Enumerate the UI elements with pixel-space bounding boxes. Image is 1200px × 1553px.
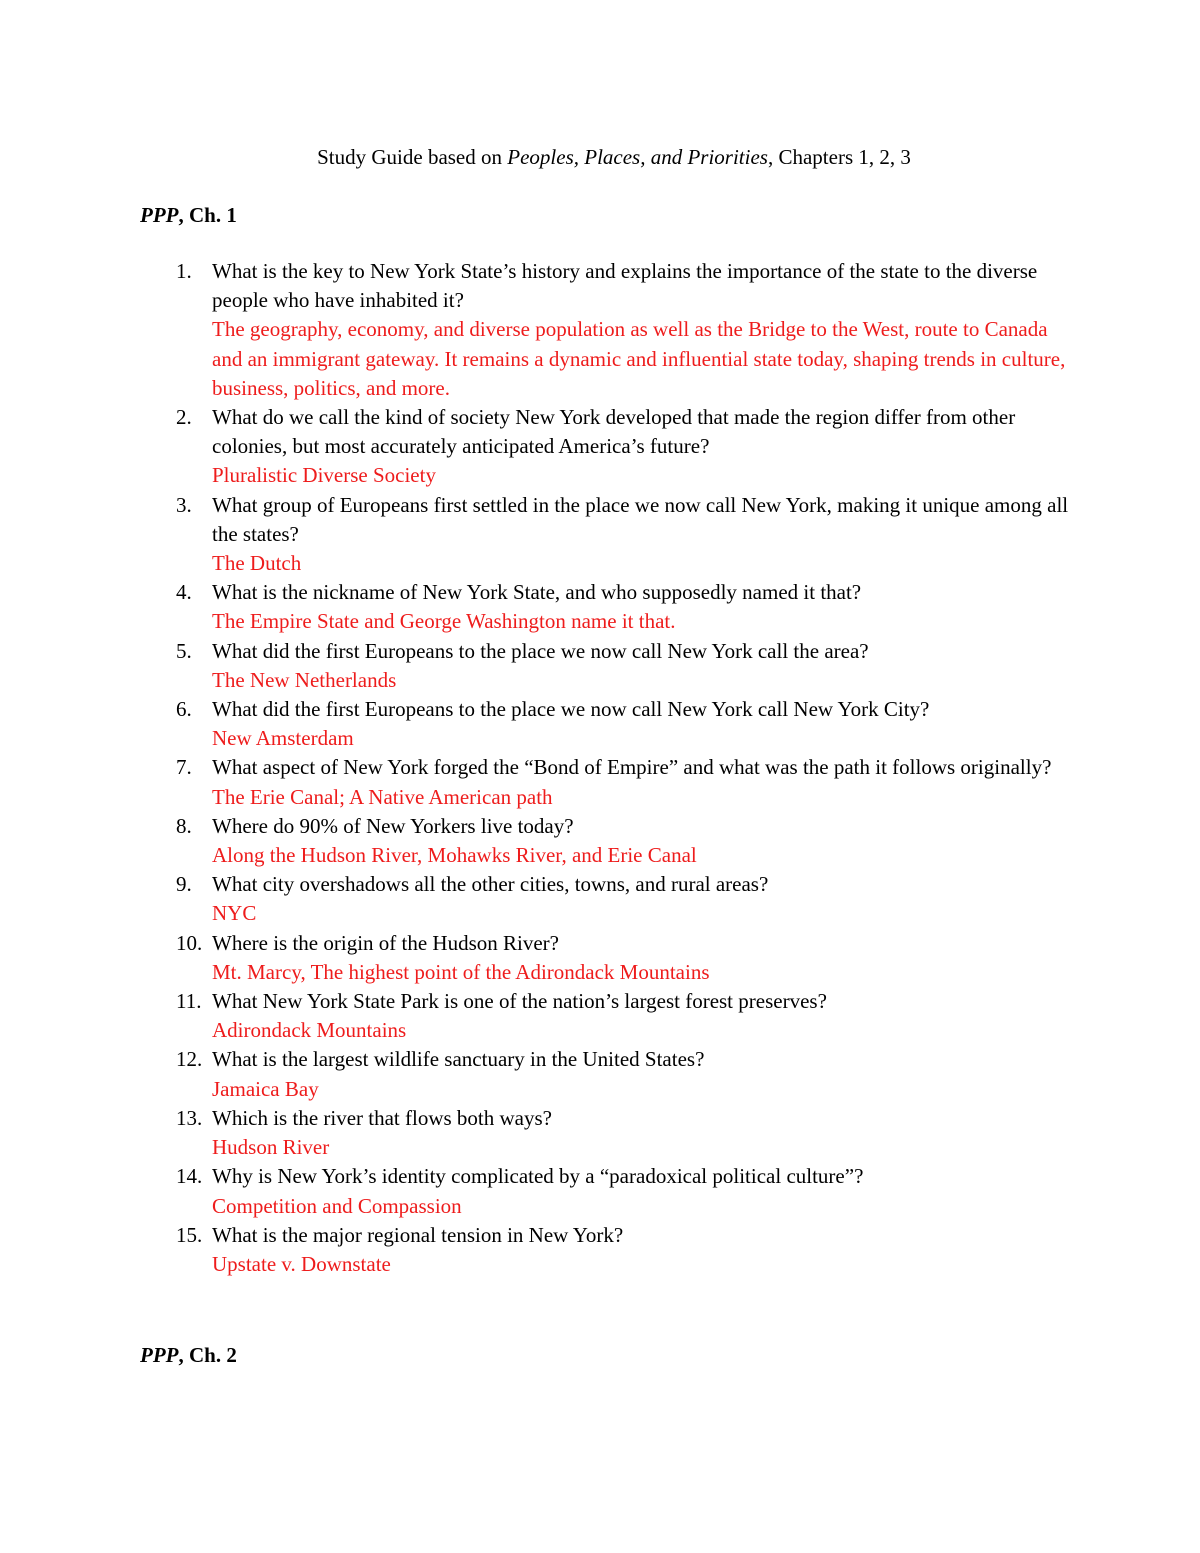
question-text: Where do 90% of New Yorkers live today? xyxy=(212,813,574,838)
question-item-1 xyxy=(140,257,1070,403)
answer-text: Upstate v. Downstate xyxy=(212,1251,391,1276)
question-item-10 xyxy=(140,929,1070,987)
question-text: What city overshadows all the other cities, towns, and rural areas? xyxy=(212,872,769,897)
question-number: 9. xyxy=(176,872,192,897)
question-number: 13. xyxy=(176,1105,203,1130)
answer-text: Mt. Marcy, The highest point of the Adirondack Mountains xyxy=(212,959,710,984)
question-number: 12. xyxy=(176,1047,203,1072)
answer-text: Along the Hudson River, Mohawks River, and Erie Canal xyxy=(212,843,697,868)
question-text: What is the key to New York State’s history and explains the importance of the state to the diverse people who have inhabited it? xyxy=(212,259,1038,313)
question-item-13 xyxy=(140,1104,1070,1162)
question-text: What New York State Park is one of the nation’s largest forest preserves? xyxy=(212,989,827,1014)
question-text: Which is the river that flows both ways? xyxy=(212,1105,552,1130)
answer-text: The Dutch xyxy=(212,551,302,576)
section-heading-chapter: , Ch. 2 xyxy=(178,1343,237,1367)
answer-text: Adirondack Mountains xyxy=(212,1018,407,1043)
question-text: What group of Europeans first settled in the place we now call New York, making it unique among all the states? xyxy=(212,492,1069,546)
question-number: 6. xyxy=(176,697,192,722)
document-title xyxy=(0,142,1200,172)
title-prefix: Study Guide based on xyxy=(317,145,508,169)
question-text: What is the nickname of New York State, and who supposedly named it that? xyxy=(212,580,862,605)
answer-text: The New Netherlands xyxy=(212,667,397,692)
question-item-12 xyxy=(140,1045,1070,1103)
question-number: 15. xyxy=(176,1222,203,1247)
question-item-4 xyxy=(140,578,1070,636)
question-number: 7. xyxy=(176,755,192,780)
question-text: What is the major regional tension in New York? xyxy=(212,1222,624,1247)
question-number: 1. xyxy=(176,259,192,283)
question-item-5 xyxy=(140,637,1070,695)
section-heading-abbrev: PPP xyxy=(140,1343,179,1367)
question-item-3 xyxy=(140,491,1070,579)
question-item-11 xyxy=(140,987,1070,1045)
question-item-7 xyxy=(140,753,1070,811)
question-text: What do we call the kind of society New York developed that made the region differ from other colonies, but most accurately anticipated America’s future? xyxy=(212,405,1016,459)
answer-text: The Empire State and George Washington name it that. xyxy=(212,609,676,634)
answer-text: Jamaica Bay xyxy=(212,1076,319,1101)
section-heading-ch1 xyxy=(140,200,237,230)
question-item-14 xyxy=(140,1162,1070,1220)
section-heading-chapter: , Ch. 1 xyxy=(178,203,237,227)
question-item-8 xyxy=(140,812,1070,870)
section-heading-ch2 xyxy=(140,1340,237,1370)
answer-text: The geography, economy, and diverse population as well as the Bridge to the West, route to Canada and an immigrant gateway. It remains a dynamic and influential state today, shaping trends in culture, business, politics, and more. xyxy=(212,317,1066,400)
question-number: 10. xyxy=(176,930,203,955)
question-item-6 xyxy=(140,695,1070,753)
question-list-ch1 xyxy=(140,257,1070,1279)
answer-text: Pluralistic Diverse Society xyxy=(212,463,436,488)
question-text: What aspect of New York forged the “Bond of Empire” and what was the path it follows originally? xyxy=(212,755,1052,780)
question-text: Where is the origin of the Hudson River? xyxy=(212,930,559,955)
question-text: What did the first Europeans to the place we now call New York call the area? xyxy=(212,638,869,663)
question-number: 11. xyxy=(176,989,202,1014)
answer-text: Hudson River xyxy=(212,1135,330,1160)
title-suffix: , Chapters 1, 2, 3 xyxy=(767,145,911,169)
question-item-15 xyxy=(140,1221,1070,1279)
question-number: 14. xyxy=(176,1164,203,1189)
answer-text: New Amsterdam xyxy=(212,726,354,751)
question-number: 4. xyxy=(176,580,192,605)
answer-text: Competition and Compassion xyxy=(212,1193,462,1218)
question-number: 2. xyxy=(176,405,192,430)
question-text: What is the largest wildlife sanctuary in the United States? xyxy=(212,1047,705,1072)
question-text: What did the first Europeans to the place we now call New York call New York City? xyxy=(212,697,930,722)
answer-text: The Erie Canal; A Native American path xyxy=(212,784,553,809)
question-item-2 xyxy=(140,403,1070,491)
question-text: Why is New York’s identity complicated by a “paradoxical political culture”? xyxy=(212,1164,864,1189)
title-book-name: Peoples, Places, and Priorities xyxy=(507,145,768,169)
question-number: 3. xyxy=(176,492,192,517)
section-heading-abbrev: PPP xyxy=(140,203,179,227)
question-number: 5. xyxy=(176,638,192,663)
question-number: 8. xyxy=(176,813,192,838)
answer-text: NYC xyxy=(212,901,257,926)
question-item-9 xyxy=(140,870,1070,928)
